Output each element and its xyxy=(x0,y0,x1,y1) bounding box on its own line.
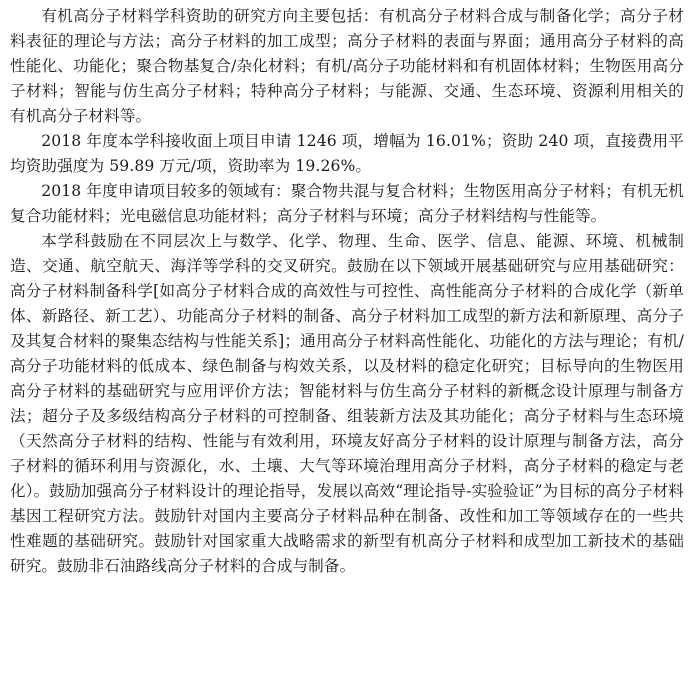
paragraph-research-directions: 有机高分子材料学科资助的研究方向主要包括：有机高分子材料合成与制备化学；高分子材料表征的理论与方法；高分子材料的加工成型；高分子材料的表面与界面；通用高分子材料的高性能化、功能化；聚合物基复合/杂化材料；有机/高分子功能材料和有机固体材料；生物医用高分子材料；智能与仿生高分子材料；特种高分子材料；与能源、交通、生态环境、资源利用相关的有机高分子材料等。 xyxy=(10,7,684,125)
paragraph-popular-fields: 2018 年度申请项目较多的领域有：聚合物共混与复合材料；生物医用高分子材料；有机无机复合功能材料；光电磁信息功能材料；高分子材料与环境；高分子材料结构与性能等。 xyxy=(10,182,684,225)
paragraph-encouraged-research: 本学科鼓励在不同层次上与数学、化学、物理、生命、医学、信息、能源、环境、机械制造、交通、航空航天、海洋等学科的交叉研究。鼓励在以下领域开展基础研究与应用基础研究：高分子材料制备科学[如高分子材料合成的高效性与可控性、高性能高分子材料的合成化学（新单体、新路径、新工艺）、功能高分子材料的制备、高分子材料加工成型的新方法和新原理、高分子及其复合材料的聚集态结构与性能关系]；通用高分子材料高性能化、功能化的方法与理论；有机/高分子功能材料的低成本、绿色制备与构效关系，以及材料的稳定化研究；目标导向的生物医用高分子材料的基础研究与应用评价方法；智能材料与仿生高分子材料的新概念设计原理与制备方法；超分子及多级结构高分子材料的可控制备、组装新方法及其功能化；高分子材料与生态环境（天然高分子材料的结构、性能与有效利用，环境友好高分子材料的设计原理与制备方法，高分子材料的循环利用与资源化，水、土壤、大气等环境治理用高分子材料，高分子材料的稳定与老化）。鼓励加强高分子材料设计的理论指导，发展以高效“理论指导-实验验证”为目标的高分子材料基因工程研究方法。鼓励针对国内主要高分子材料品种在制备、改性和加工等领域存在的一些共性难题的基础研究。鼓励针对国家重大战略需求的新型有机高分子材料和成型加工新技术的基础研究。鼓励非石油路线高分子材料的合成与制备。 xyxy=(10,232,684,575)
paragraph-2018-statistics: 2018 年度本学科接收面上项目申请 1246 项，增幅为 16.01%；资助 240 项，直接费用平均资助强度为 59.89 万元/项，资助率为 19.26%。 xyxy=(10,132,684,175)
